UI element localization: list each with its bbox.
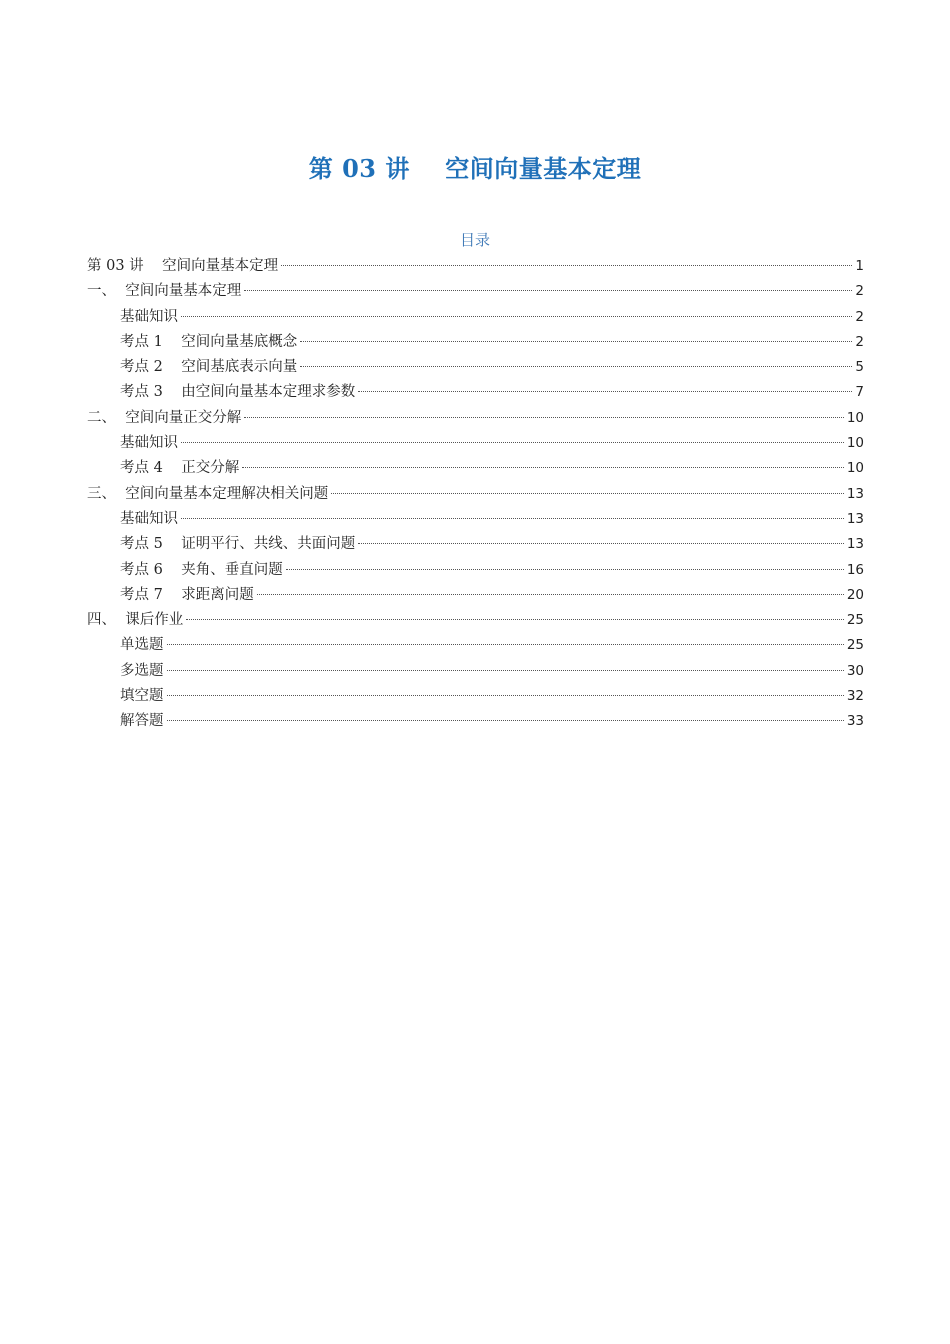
toc-dot-leader [358, 543, 844, 544]
toc-entry[interactable] [87, 633, 864, 658]
toc-entry-page-number: 10 [846, 409, 864, 426]
toc-entry-page-number: 32 [846, 688, 864, 705]
toc-dot-leader [242, 467, 844, 468]
toc-entry-label: 考点 6 夹角、垂直问题 [120, 561, 283, 578]
toc-dot-leader [300, 366, 852, 367]
toc-entry-page-number: 33 [846, 713, 864, 730]
toc-dot-leader [300, 341, 852, 342]
toc-dot-leader [358, 391, 852, 392]
toc-entry-label: 二、 空间向量正交分解 [87, 409, 242, 426]
toc-dot-leader [167, 670, 844, 671]
toc-entry-page-number: 20 [846, 586, 864, 603]
toc-entry-label: 多选题 [120, 662, 164, 679]
toc-entry-label: 考点 2 空间基底表示向量 [120, 359, 298, 376]
toc-dot-leader [167, 644, 844, 645]
toc-entry[interactable] [87, 709, 864, 734]
toc-entry-label: 基础知识 [120, 510, 178, 527]
toc-entry-label: 考点 1 空间向量基底概念 [120, 333, 298, 350]
toc-entry-page-number: 10 [846, 460, 864, 477]
toc-entry[interactable] [87, 431, 864, 456]
toc-entry-page-number: 13 [846, 485, 864, 502]
toc-dot-leader [181, 316, 852, 317]
toc-entry-page-number: 5 [855, 359, 864, 376]
toc-entry-label: 单选题 [120, 637, 164, 654]
toc-entry[interactable] [87, 456, 864, 481]
toc-entry-label: 基础知识 [120, 435, 178, 452]
toc-dot-leader [331, 493, 844, 494]
toc-entry-label: 填空题 [120, 688, 164, 705]
toc-entry[interactable] [87, 558, 864, 583]
toc-dot-leader [181, 442, 844, 443]
toc-entry[interactable] [87, 330, 864, 355]
table-of-contents [87, 254, 864, 735]
toc-entry[interactable] [87, 659, 864, 684]
toc-entry[interactable] [87, 406, 864, 431]
toc-entry[interactable] [87, 532, 864, 557]
toc-dot-leader [167, 720, 844, 721]
toc-entry-label: 四、 课后作业 [87, 612, 184, 629]
toc-heading: 目录 [459, 231, 490, 249]
toc-entry-page-number: 2 [855, 333, 864, 350]
toc-entry-page-number: 25 [846, 612, 864, 629]
toc-dot-leader [244, 290, 852, 291]
toc-entry-label: 考点 3 由空间向量基本定理求参数 [120, 384, 356, 401]
toc-entry-label: 解答题 [120, 713, 164, 730]
toc-entry-page-number: 16 [846, 561, 864, 578]
toc-dot-leader [244, 417, 844, 418]
toc-entry-label: 基础知识 [120, 308, 178, 325]
toc-entry[interactable] [87, 482, 864, 507]
toc-dot-leader [257, 594, 844, 595]
toc-entry-page-number: 7 [855, 384, 864, 401]
toc-dot-leader [286, 569, 844, 570]
toc-dot-leader [186, 619, 844, 620]
toc-entry[interactable] [87, 254, 864, 279]
toc-entry-label: 考点 7 求距离问题 [120, 586, 254, 603]
toc-entry[interactable] [87, 305, 864, 330]
toc-entry-label: 第 03 讲 空间向量基本定理 [87, 258, 279, 274]
toc-entry-page-number: 10 [846, 435, 864, 452]
toc-entry-label: 考点 4 正交分解 [120, 460, 240, 477]
toc-entry[interactable] [87, 684, 864, 709]
toc-entry-page-number: 13 [846, 536, 864, 553]
toc-dot-leader [181, 518, 844, 519]
toc-dot-leader [281, 265, 852, 266]
toc-entry[interactable] [87, 380, 864, 405]
toc-entry[interactable] [87, 608, 864, 633]
toc-entry[interactable] [87, 355, 864, 380]
toc-entry-label: 考点 5 证明平行、共线、共面问题 [120, 536, 356, 553]
toc-entry-page-number: 13 [846, 510, 864, 527]
toc-entry-page-number: 30 [846, 662, 864, 679]
toc-entry-page-number: 25 [846, 637, 864, 654]
toc-entry[interactable] [87, 583, 864, 608]
toc-entry-page-number: 1 [855, 258, 864, 274]
toc-dot-leader [167, 695, 844, 696]
toc-entry-page-number: 2 [855, 308, 864, 325]
toc-entry-label: 三、 空间向量基本定理解决相关问题 [87, 485, 329, 502]
toc-entry[interactable] [87, 279, 864, 304]
toc-entry-page-number: 2 [855, 283, 864, 300]
toc-entry-label: 一、 空间向量基本定理 [87, 283, 242, 300]
document-title: 第 03 讲 空间向量基本定理 [308, 154, 642, 183]
toc-entry[interactable] [87, 507, 864, 532]
